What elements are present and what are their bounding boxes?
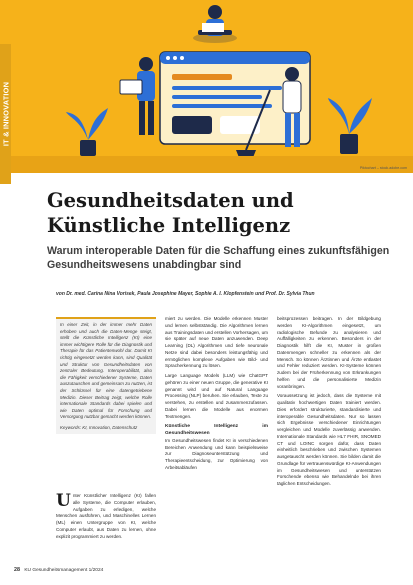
column-3	[277, 316, 381, 488]
section-tab-label: IT & INNOVATION	[1, 81, 10, 147]
column-3-paragraph-2: Voraussetzung ist jedoch, dass die Systeme mit qualitativ hochwertigen Daten trainiert werden. Dies erfordert strukturierte, standardisierte und interoperable Gesundheitsdaten. Nur so lassen sich Ergebnisse verschiedener Einrichtungen vergleichen und Modelle zuverlässig anwenden. Internationale Standards wie HL7 FHIR, SNOMED CT und LOINC sorgen dafür, dass Daten einheitlich beschrieben und zwischen Systemen ausgetauscht werden können. Sie bilden damit die Grundlage für vertrauenswürdige KI-Anwendungen im Gesundheitswesen und unterstützen Forschende ebenso wie Behandelnde bei ihren täglichen Entscheidungen.	[277, 393, 381, 486]
abstract-keywords: Keywords: KI, Innovation, Datenschutz	[60, 424, 138, 430]
column-2	[165, 316, 268, 472]
drop-cap: U	[56, 491, 71, 511]
intro-paragraph	[56, 493, 156, 540]
abstract-box	[56, 317, 156, 434]
column-1	[56, 493, 156, 540]
abstract-text: In einer Zeit, in der immer mehr Daten erhoben und auch die Daten-Menge steigt, stellt die Künstliche Intelligenz (KI) eine immer wichtigere Rolle für die Diagnostik und Therapie für das Patientenwohl dar. Damit KI richtig eingesetzt werden kann, sind Qualität und Struktur von Gesundheitsdaten von zentraler Bedeutung. Interoperabilität, also die Fähigkeit verschiedener Systeme, Daten auszutauschen und gemeinsam zu nutzen, ist der Schlüssel für eine datengetriebene Medizin. Dieser Beitrag zeigt, welche Rolle internationale Standards dabei spielen und wie Daten optimal für Forschung und Versorgung nutzbar gemacht werden können.	[60, 322, 152, 420]
column-2-paragraph-3: Im Gesundheitswesen findet KI in verschiedenen Bereichen Anwendung und kann beispielsweise zur Diagnoseunterstützung und Therapieentscheidung, zur Optimierung von Arbeitsabläufen	[165, 437, 268, 470]
hero-artwork	[0, 0, 413, 173]
column-2-paragraph-1: miert zu werden. Die Modelle erkennen Muster und lernen selbstständig. Die Algorithmen lernen aus Trainingsdaten und erstellen Vorhersagen, um sie später auf neue Daten anzuwenden. Deep Learning (DL) Algorithmen und tiefe neuronale Netze sind dabei besonders leistungsfähig und ermöglichen komplexe Aufgaben wie Bild- und Spracherkennung zu lösen.	[165, 316, 268, 369]
image-credit: Piktochart – stock.adobe.com	[359, 166, 407, 170]
intro-text: nter Künstlicher Intelligenz (KI) fallen alle Systeme, die Computer erlauben, Aufgaben zu erledigen, welche Menschen ausführen, und Maschinelles Lernen (ML) einen Untergruppe von KI, welche Computer erlaubt, aus Daten zu lernen, ohne explizit programmiert zu werden.	[56, 493, 156, 539]
article-authors: von Dr. med. Carina Nina Vorisek, Paula Josephine Mayer, Sophie A. I. Klopfenstein und Prof. Dr. Sylvia Thun	[56, 291, 315, 297]
section-heading: Künstliche Intelligenz im Gesundheitswesen	[165, 424, 268, 436]
article-subtitle: Warum interoperable Daten für die Schaffung eines zukunftsfähigen Gesundheitswesens unabdingbar sind	[47, 245, 390, 271]
page-footer	[14, 567, 103, 573]
section-tab	[0, 44, 11, 184]
journal-name: KU Gesundheitsmanagement 1/2024	[24, 568, 104, 573]
column-2-paragraph-2: Large Language Models (LLM) wie ChatGPT gehören zu einer neuen Gruppe, die generative KI genannt wird und auf Natural Language Processing (NLP) beruhen. Sie erlauben, Texte zu verstehen, zu erstellen und zusammenzufassen. Dabei lernen die Modelle aus enormen Textmengen.	[165, 373, 268, 419]
page-number: 28	[14, 567, 20, 573]
column-3-paragraph-1: beitsprozessen beitragen. In der Bildgebung werden KI-Algorithmen eingesetzt, um radiologische Befunde zu analysieren und Auffälligkeiten zu erkennen. Besonders in der Diagnostik hilft die KI, Muster in großen Datenmengen schneller zu erkennen als der Mensch. So können Ärztinnen und Ärzte entlastet und Fehler reduziert werden. KI-Systeme können zudem bei der Früherkennung von Erkrankungen helfen und die personalisierte Medizin voranbringen.	[277, 316, 381, 389]
hero-illustration	[0, 0, 413, 173]
article-title: Gesundheitsdaten und Künstliche Intelligenz	[47, 189, 294, 237]
